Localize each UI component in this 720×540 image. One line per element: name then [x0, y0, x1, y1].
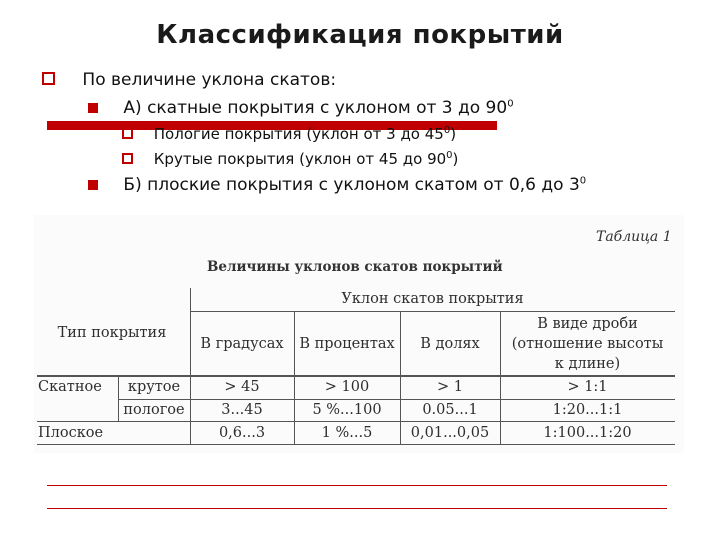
header-percent: В процентах [299, 336, 395, 352]
grid-line-bottom [37, 444, 675, 445]
row-flat-fractions: 0,01...0,05 [410, 425, 490, 441]
bullet-pitched-roofs [88, 98, 514, 118]
degree-superscript: 0 [579, 175, 587, 187]
header-degrees: В градусах [200, 336, 284, 352]
degree-superscript: 0 [507, 98, 514, 110]
grid-vline-fractions [500, 311, 501, 444]
bullet-steep-roofs [122, 150, 458, 168]
grid-vline-sub [118, 375, 119, 421]
grid-line-header-group [190, 311, 675, 312]
row-gentle-degrees: 3...45 [221, 402, 263, 418]
table-caption: Таблица 1 [596, 229, 672, 245]
row-flat-degrees: 0,6...3 [218, 425, 266, 441]
bullet-by-slope-text: По величине уклона скатов: [82, 70, 337, 90]
bullet-gentle-roofs-close: ) [450, 125, 457, 143]
row-steep-degrees: > 45 [224, 379, 260, 395]
row-steep-ratio: > 1:1 [567, 379, 608, 395]
row-pitched-type: Скатное [38, 379, 102, 395]
row-gentle-sub: пологое [123, 402, 185, 418]
footer-divider-2 [47, 508, 667, 509]
row-gentle-percent: 5 %...100 [312, 402, 382, 418]
row-steep-fractions: > 1 [437, 379, 463, 395]
bullet-gentle-roofs [122, 125, 456, 143]
filled-square-bullet-icon [88, 180, 98, 190]
grid-line-row2 [37, 421, 675, 422]
grid-vline-type [190, 288, 191, 444]
grid-line-header-bottom [37, 375, 675, 377]
row-flat-ratio: 1:100...1:20 [543, 425, 632, 441]
degree-superscript: 0 [443, 125, 451, 136]
grid-vline-percent [400, 311, 401, 444]
bullet-steep-roofs-close: ) [452, 150, 459, 168]
bullet-steep-roofs-text: Крутые покрытия (уклон от 45 до 90 [153, 150, 447, 168]
grid-vline-degrees [294, 311, 295, 444]
hollow-square-bullet-icon [122, 128, 133, 139]
hollow-square-bullet-icon [122, 153, 133, 164]
header-ratio-line2: (отношение высоты [511, 336, 664, 352]
header-roof-type: Тип покрытия [57, 325, 167, 341]
row-flat-percent: 1 %...5 [321, 425, 373, 441]
header-fractions: В долях [420, 336, 480, 352]
slide-title: Классификация покрытий [156, 20, 564, 50]
table-title: Величины уклонов скатов покрытий [207, 259, 503, 275]
row-steep-sub: крутое [127, 379, 181, 395]
row-flat-type: Плоское [38, 425, 104, 441]
header-ratio-line3: к длине) [554, 356, 621, 372]
degree-superscript: 0 [446, 150, 453, 161]
bullet-pitched-roofs-text: А) скатные покрытия с уклоном от 3 до 90 [123, 98, 508, 118]
footer-divider-1 [47, 485, 667, 486]
bullet-by-slope [42, 70, 336, 90]
row-steep-percent: > 100 [324, 379, 370, 395]
filled-square-bullet-icon [88, 103, 98, 113]
header-ratio-line1: В виде дроби [537, 316, 638, 332]
bullet-gentle-roofs-text: Пологие покрытия (уклон от 3 до 45 [153, 125, 444, 143]
grid-line-row1 [118, 399, 675, 400]
row-gentle-fractions: 0.05...1 [422, 402, 478, 418]
bullet-flat-roofs-text: Б) плоские покрытия с уклоном скатом от 0,6 до 3 [123, 175, 580, 195]
header-slope-group: Уклон скатов покрытия [341, 291, 524, 307]
hollow-square-bullet-icon [42, 72, 55, 85]
row-gentle-ratio: 1:20...1:1 [552, 402, 623, 418]
bullet-flat-roofs [88, 175, 586, 195]
